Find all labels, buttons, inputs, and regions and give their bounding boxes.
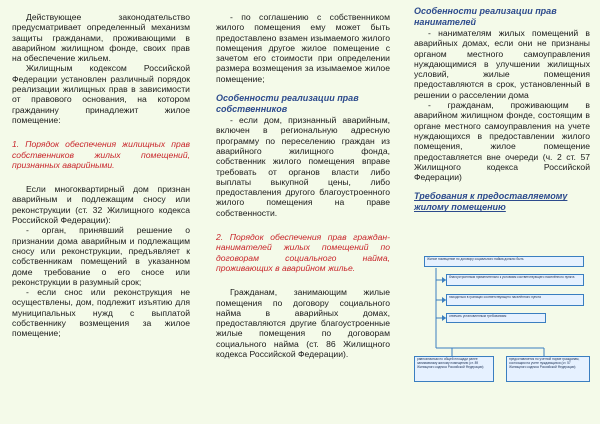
diagram-box-norm: предоставляется по учетной норме гражданам, состоящим на учете нуждающихся (ст. 57 Жилищного кодекса Российской Федерации): [506, 356, 590, 382]
out-of-turn-paragraph: - гражданам, проживающим в аварийном жилищном фонде, состоящим в органе местного самоуправления на учете нуждающихся в предоставлении жилого помещения, жилое помещение предоставляется вне очереди (ч. 2 ст. 57 Жилищного кодекса Российской Федерации): [414, 100, 590, 183]
diagram-root-box: Жилое помещение по договору социального найма должно быть: [424, 256, 584, 267]
agreement-paragraph: - по соглашению с собственником жилого помещения ему может быть предоставлено взамен изымаемого жилого помещения другое жилое помещение с зачетом его стоимости при определении размера возмещения за изымаемое жилое помещение;: [216, 12, 390, 84]
housing-code-paragraph: Жилищным кодексом Российской Федерации установлен различный порядок реализации жилищных прав в зависимости от правового основания, на котором гражданину принадлежит жилое помещение:: [12, 63, 190, 125]
intro-paragraph: Действующее законодательство предусматривает определенный механизм защиты гражданами, проживающими в аварийном жилищном фонде, своих прав на обеспечение жильем.: [12, 12, 190, 64]
requirements-heading: Требования к предоставляемому жилому помещению: [414, 191, 568, 213]
diagram-box-standards: отвечать установленным требованиям: [446, 313, 546, 323]
diagram-box-location: находиться в границах соответствующего населённого пункта: [446, 294, 584, 306]
tenants-deadline-paragraph: - нанимателям жилых помещений в аварийных домах, если они не признаны органом местного самоуправления нуждающимися в улучшении жилищных условий, жилые помещения предоставляются в срок, установленный в решении о расселении дома: [414, 28, 590, 100]
section-2-heading: 2. Порядок обеспечения прав граждан-нанимателей жилых помещений по договорам социального найма, проживающих в аварийном жилье.: [216, 232, 390, 273]
column-middle: [200, 0, 400, 424]
demolition-demand-paragraph: - орган, принявший решение о признании дома аварийным и подлежащим сносу или реконструкции, предъявляет к собственникам помещений в указанном доме требование о его сносе или реконструкции в разумный срок;: [12, 225, 190, 287]
seizure-paragraph: - если снос или реконструкция не осуществлены, дом, подлежит изъятию для муниципальных нужд с выплатой собственнику возмещения за жилое помещение;: [12, 287, 190, 339]
diagram-box-comfort: благоустроенным применительно к условиям соответствующего населённого пункта: [446, 274, 584, 286]
column-right: [400, 0, 600, 424]
requirements-diagram: [414, 256, 590, 388]
regional-program-paragraph: - если дом, признанный аварийным, включен в региональную адресную программу по переселению граждан из аварийного жилищного фонда, собственник жилого помещения вправе требовать от органов власти либо выплаты выкупной цены, либо предоставления другого благоустроенного жилого помещения на праве собственности.: [216, 115, 390, 218]
tenants-rights-heading: Особенности реализации прав нанимателей: [414, 6, 557, 27]
diagram-box-equal-area: равнозначным по общей площади ранее занимаемому жилому помещению (ст. 89 Жилищного кодекса Российской Федерации): [414, 356, 494, 382]
column-left: [0, 0, 200, 424]
owners-rights-heading: Особенности реализации прав собственников: [216, 93, 359, 115]
social-rent-paragraph: Гражданам, занимающим жилые помещения по договору социального найма в аварийных домах, предоставляются другие благоустроенные жилые помещения по договорам социального найма (ст. 86 Жилищного кодекса Российской Федерации).: [216, 287, 390, 360]
section-1-heading: 1. Порядок обеспечения жилищных прав собственников жилых помещений, признанных аварийными.: [12, 139, 190, 170]
emergency-house-paragraph: Если многоквартирный дом признан аварийным и подлежащим сносу или реконструкции (ст. 32 Жилищного кодекса Российской Федерации):: [12, 184, 190, 226]
